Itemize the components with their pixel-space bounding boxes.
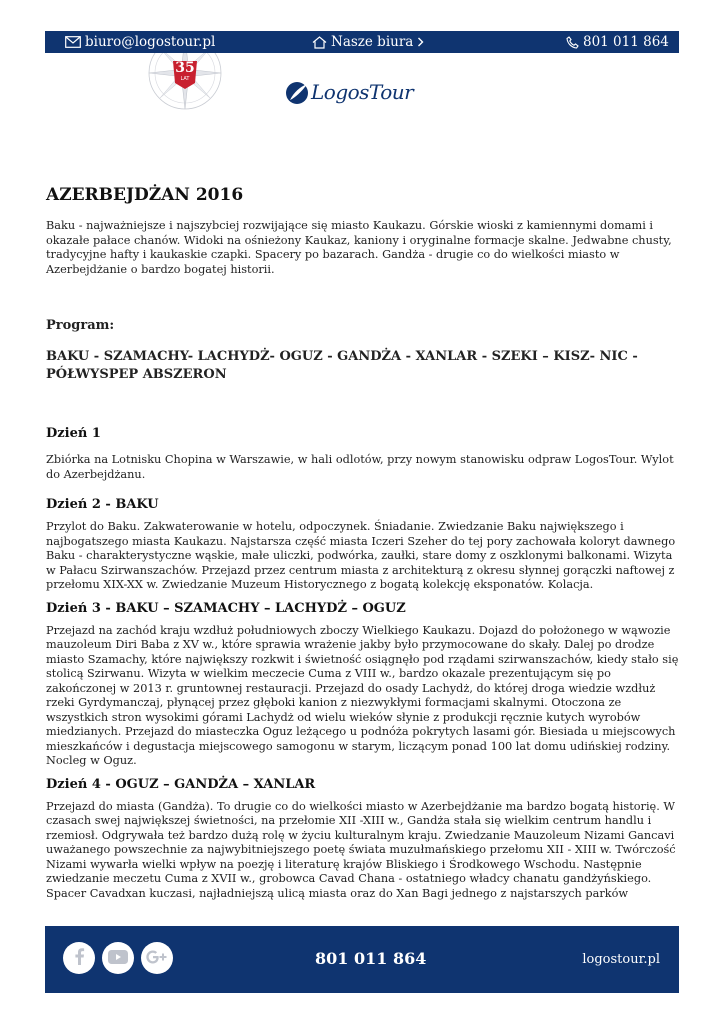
day-text: Przejazd na zachód kraju wzdłuż południowych zboczy Wielkiego Kaukazu. Dojazd do położonego w wąwozie mauzoleum Diri Baba z XV w., które sprawia wrażenie jakby było przymocowane do skały. Dalej po drodze miasto Szamachy, które największy rozkwit i świetność osiągnęło pod rządami szirwanszachów, kiedy stało się stolicą Szirwanu. Wizyta w wielkim meczecie Cuma z VIII w., bardzo okazale prezentującym się po zakończonej w 2013 r. gruntownej restauracji. Przejazd do osady Lachydż, do której droga wiedzie wzdłuż rzeki Gyrdymanczaj, płynącej przez głęboki kanion z niezwykłymi formacjami skalnymi. Otoczona ze wszystkich stron wysokimi górami Lachydż od wielu wieków słynie z produkcji ręcznie kutych wyrobów miedzianych. Przejazd do miasteczka Oguz leżącego u podnóża pokrytych lasami gór. Biesiada u miejscowych mieszkańców i degustacja miejscowego samogonu w starym, liczącym ponad 100 lat domu udińskiej rodziny. Nocleg w Oguz.	[46, 623, 679, 767]
route-heading: BAKU - SZAMACHY- LACHYDŻ- OGUZ - GANDŻA - XANLAR - SZEKI – KISZ- NIC - PÓŁWYSPEP ABSZERON	[46, 349, 638, 382]
day-title: Dzień 4 - OGUZ – GANDŻA – XANLAR	[46, 776, 316, 792]
facebook-button[interactable]	[63, 942, 95, 974]
day-title: Dzień 1	[46, 426, 101, 441]
youtube-icon	[108, 949, 128, 968]
email-text: biuro@logostour.pl	[85, 34, 216, 50]
footer	[45, 926, 679, 993]
phone-link[interactable]	[566, 34, 669, 50]
intro-text: Baku - najważniejsze i najszybciej rozwijające się miasto Kaukazu. Górskie wioski z kamiennymi domami i okazałe pałace chanów. Widoki na ośnieżony Kaukaz, kaniony i oryginalne formacje skalne. Jedwabne chusty, tradycyjne hafty i kaukaskie czapki. Spacery po bazarach. Gandża - drugie co do wielkości miasto w Azerbejdżanie o bardzo bogatej historii.	[46, 219, 672, 276]
anniversary-number: 35	[175, 60, 195, 76]
footer-website-link[interactable]: logostour.pl	[582, 952, 660, 967]
day-section	[46, 600, 680, 769]
program-label: Program:	[46, 318, 115, 333]
quill-icon	[285, 80, 311, 110]
chevron-right-icon	[417, 37, 424, 47]
top-contact-bar	[45, 31, 679, 53]
day-text: Przejazd do miasta (Gandża). To drugie co do wielkości miasto w Azerbejdżanie ma bardzo bogatą historię. W czasach swej największej świetności, na przełomie XII -XIII w., Gandża stała się wielkim centrum handlu i rzemiosł. Odgrywała też bardzo dużą rolę w życiu kulturalnym kraju. Zwiedzanie Mauzoleum Nizami Gancavi uważanego powszechnie za najwybitniejszego poetę świata muzułmańskiego przełomu XII - XIII w. Twórczość Nizami wywarła wielki wpływ na poezję i literaturę krajów Bliskiego i Środkowego Wschodu. Następnie zwiedzanie meczetu Cuma z XVII w., grobowca Cavad Chana - ostatniego władcy chanatu gandżyńskiego. Spacer Cavadxan kuczasi, najładniejszą ulicą miasta oraz do Xan Bagi jednego z najstarszych parków	[46, 799, 676, 900]
google-plus-icon	[146, 949, 168, 968]
offices-link[interactable]	[312, 34, 424, 50]
itinerary	[46, 425, 680, 908]
brand-name: LogosTour	[311, 80, 414, 104]
google-plus-button[interactable]	[141, 942, 173, 974]
brand-logo[interactable]	[285, 76, 414, 116]
phone-icon	[566, 36, 579, 49]
day-section	[46, 425, 680, 482]
envelope-icon	[65, 36, 81, 48]
phone-text: 801 011 864	[583, 34, 669, 50]
facebook-icon	[72, 947, 86, 969]
day-text: Przylot do Baku. Zakwaterowanie w hotelu, odpoczynek. Śniadanie. Zwiedzanie Baku największego i najbogatszego miasta Kaukazu. Najstarsza część miasta Iczeri Szeher do tej pory zachowała koloryt dawnego Baku - charakterystyczne wąskie, małe uliczki, podwórka, zaułki, stare domy z oszklonymi balkonami. Wizyta w Pałacu Szirwanszachów. Przejazd przez centrum miasta z architekturą z okresu słynnej gorączki naftowej z przełomu XIX-XX w. Zwiedzanie Muzeum Historycznego z bogatą kolekcję eksponatów. Kolacja.	[46, 520, 676, 591]
youtube-button[interactable]	[102, 942, 134, 974]
anniversary-logo	[146, 53, 224, 115]
anniversary-label: LAT	[180, 76, 190, 82]
day-title: Dzień 2 - BAKU	[46, 497, 159, 512]
day-title: Dzień 3 - BAKU – SZAMACHY – LACHYDŻ – OGUZ	[46, 600, 406, 616]
email-link[interactable]	[65, 34, 215, 50]
offices-text: Nasze biura	[331, 34, 414, 50]
day-section	[46, 496, 680, 593]
day-section	[46, 776, 680, 902]
footer-phone[interactable]: 801 011 864	[315, 949, 427, 968]
home-icon	[312, 36, 327, 49]
page-title: AZERBEJDŻAN 2016	[46, 185, 244, 205]
day-text: Zbiórka na Lotnisku Chopina w Warszawie, w hali odlotów, przy nowym stanowisku odpraw LogosTour. Wylot do Azerbejdżanu.	[46, 453, 674, 481]
